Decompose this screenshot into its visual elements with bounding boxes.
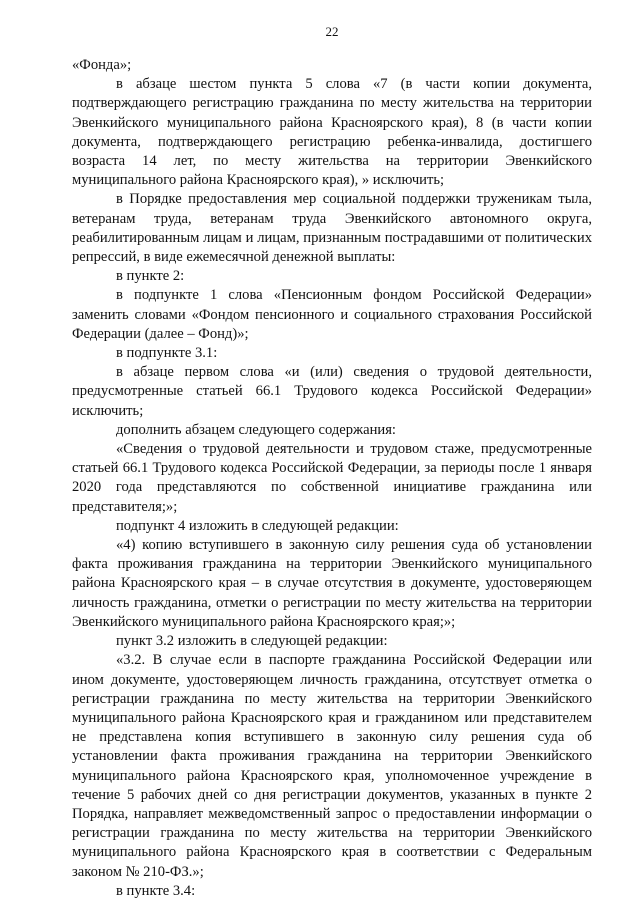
paragraph: в абзаце первом слова «и (или) сведения о трудовой деятельности, предусмотренные статьей 66.1 Трудового кодекса Российской Федерации» исключить;	[72, 364, 592, 419]
paragraph: «Фонда»;	[72, 57, 132, 73]
paragraph: в абзаце шестом пункта 5 слова «7 (в части копии документа, подтверждающего регистрацию гражданина по месту жительства на территории Эвенкийского муниципального района Красноярского края), 8 (в части копии документа, подтверждающего регистрацию ребенка-инвалида, достигшего возраста 14 лет, по месту жительства на территории Эвенкийского муниципального района Красноярского края), » исключить;	[72, 76, 592, 189]
paragraph: «4) копию вступившего в законную силу решения суда об установлении факта проживания гражданина на территории Эвенкийского муниципального района Красноярского края – в случае отсутствия в документе, удостоверяющем личность гражданина, отметки о регистрации по месту жительства на территории Эвенкийского муниципального района Красноярского края;»;	[72, 537, 592, 630]
paragraph: в пункте 3.4:	[116, 882, 196, 899]
paragraph: в пункте 2:	[116, 268, 185, 285]
paragraph: «Сведения о трудовой деятельности и трудовом стаже, предусмотренные статьей 66.1 Трудового кодекса Российской Федерации, за периоды после 1 января 2020 года представляются по собственной инициативе гражданина или представителя;»;	[72, 441, 592, 515]
paragraph: в подпункте 3.1:	[116, 345, 218, 362]
page-number: 22	[325, 24, 339, 39]
paragraph: в Порядке предоставления мер социальной поддержки труженикам тыла, ветеранам труда, ветеранам труда Эвенкийского автономного округа, реабилитированным лицам и лицам, признанным пострадавшими от политических репрессий, в виде ежемесячной денежной выплаты:	[72, 191, 592, 266]
paragraph: подпункт 4 изложить в следующей редакции:	[116, 517, 399, 534]
paragraph: дополнить абзацем следующего содержания:	[116, 421, 396, 438]
document-body	[72, 56, 592, 901]
paragraph: «3.2. В случае если в паспорте гражданина Российской Федерации или ином документе, удостоверяющем личность гражданина, отсутствует отметка о регистрации гражданина по месту жительства на территории Эвенкийского муниципального района Красноярского края и гражданином или представителем не представлена копия вступившего в законную силу решения суда об установлении факта проживания гражданина на территории Эвенкийского муниципального района Красноярского края, уполномоченное учреждение в течение 5 рабочих дней со дня регистрации документов, указанных в пункте 2 Порядка, направляет межведомственный запрос о предоставлении информации о регистрации гражданина по месту жительства на территории Эвенкийского муниципального района Красноярского края в соответствии с Федеральным законом № 210-ФЗ.»;	[72, 652, 592, 880]
paragraph: пункт 3.2 изложить в следующей редакции:	[116, 633, 388, 650]
paragraph: в подпункте 1 слова «Пенсионным фондом Российской Федерации» заменить словами «Фондом пенсионного и социального страхования Российской Федерации (далее – Фонд)»;	[72, 287, 592, 342]
